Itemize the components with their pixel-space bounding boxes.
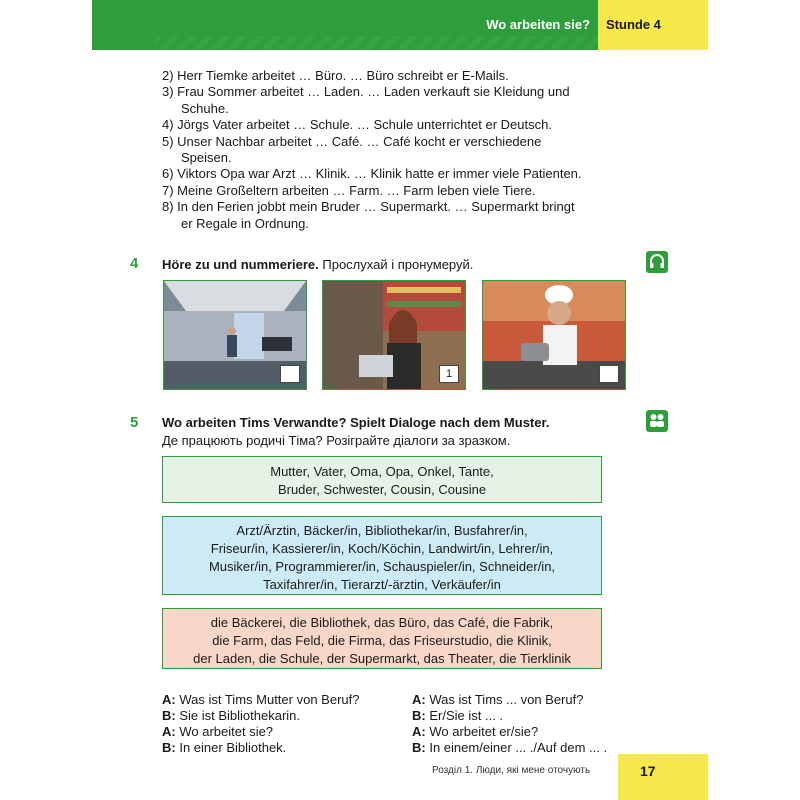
- lesson-badge: [598, 0, 708, 50]
- dialog-text: Was ist Tims ... von Beruf?: [429, 692, 584, 707]
- exercise-5-number: 5: [130, 414, 139, 431]
- dialog-text: Er/Sie ist ... .: [429, 708, 504, 723]
- exercise-3-list: [162, 68, 610, 232]
- dialog-line: [412, 724, 607, 740]
- dialog-line: [412, 692, 607, 708]
- dialog-text: In einem/einer ... ./Auf dem ... .: [429, 740, 608, 755]
- speaker-label: A:: [162, 692, 176, 707]
- exercise-3-item: er Regale in Ordnung.: [181, 215, 309, 231]
- speaker-label: A:: [162, 724, 176, 739]
- dialog-line: [412, 708, 607, 724]
- dialog-line: [412, 740, 607, 756]
- dialog-line: [162, 724, 359, 740]
- speaker-label: A:: [412, 724, 426, 739]
- word-box-line: Friseur/in, Kassierer/in, Koch/Köchin, Landwirt/in, Lehrer/in,: [210, 541, 554, 556]
- exercise-4-title-uk: Прослухай і пронумеруй.: [322, 257, 474, 272]
- exercise-3-item: 3) Frau Sommer arbeitet … Laden. … Laden verkauft sie Kleidung und: [162, 84, 570, 100]
- word-box-line: der Laden, die Schule, der Supermarkt, das Theater, die Tierklinik: [193, 651, 571, 666]
- exercise-5-title-de: Wo arbeiten Tims Verwandte? Spielt Dialoge nach dem Muster.: [162, 415, 550, 430]
- photo-cashier: [322, 280, 466, 390]
- dialog-text: Wo arbeitet er/sie?: [429, 724, 539, 739]
- exercise-3-item: 2) Herr Tiemke arbeitet … Büro. … Büro schreibt er E-Mails.: [162, 68, 509, 83]
- pair-work-icon[interactable]: [646, 410, 668, 432]
- exercise-3-item: 4) Jörgs Vater arbeitet … Schule. … Schule unterrichtet er Deutsch.: [162, 117, 552, 133]
- word-box-professions: [162, 516, 602, 595]
- page-number-badge: [618, 754, 708, 800]
- exercise-3-item: 5) Unser Nachbar arbeitet … Café. … Café kocht er verschiedene: [162, 133, 542, 149]
- dialog-text: Was ist Tims Mutter von Beruf?: [179, 692, 360, 707]
- word-box-line: Musiker/in, Programmierer/in, Schauspieler/in, Schneider/in,: [208, 559, 556, 574]
- dialog-line: [162, 740, 359, 756]
- dialog-template: [412, 692, 607, 756]
- exercise-4-number: 4: [130, 255, 139, 272]
- word-box-line: Mutter, Vater, Oma, Opa, Onkel, Tante,: [270, 464, 494, 479]
- header-title: Wo arbeiten sie?: [486, 17, 590, 32]
- word-box-line: die Farm, das Feld, die Firma, das Friseurstudio, die Klinik,: [212, 633, 552, 648]
- header-stripe: [155, 36, 598, 50]
- dialog-text: Sie ist Bibliothekarin.: [179, 708, 301, 723]
- dialog-line: [162, 692, 359, 708]
- word-box-relatives: [162, 456, 602, 503]
- exercise-5-subtitle: Де працюють родичі Тіма? Розігрaйте діалоги за зразком.: [162, 433, 511, 448]
- word-box-line: Arzt/Ärztin, Bäcker/in, Bibliothekar/in, Busfahrer/in,: [236, 523, 528, 538]
- exercise-3-item: 6) Viktors Opa war Arzt … Klinik. … Klinik hatte er immer viele Patienten.: [162, 166, 582, 182]
- word-box-workplaces: [162, 608, 602, 669]
- exercise-3-item: Schuhe.: [181, 100, 229, 116]
- headphones-icon[interactable]: [646, 251, 668, 273]
- lesson-label: Stunde 4: [606, 17, 661, 32]
- answer-box-3[interactable]: [599, 365, 619, 383]
- exercise-4-title: [162, 257, 473, 272]
- speaker-label: A:: [412, 692, 426, 707]
- dialog-text: Wo arbeitet sie?: [179, 724, 274, 739]
- exercise-5-title: [162, 415, 549, 430]
- answer-box-1[interactable]: [280, 365, 300, 383]
- exercise-3-item: Speisen.: [181, 150, 232, 166]
- speaker-label: B:: [412, 740, 426, 755]
- exercise-4-title-de: Höre zu und nummeriere.: [162, 257, 319, 272]
- photo-chef: [482, 280, 626, 390]
- speaker-label: B:: [162, 708, 176, 723]
- dialog-example: [162, 692, 359, 756]
- page-number: 17: [640, 763, 656, 779]
- exercise-3-item: 8) In den Ferien jobbt mein Bruder … Supermarkt. … Supermarkt bringt: [162, 199, 575, 215]
- word-box-line: Bruder, Schwester, Cousin, Cousine: [277, 482, 487, 497]
- word-box-line: Taxifahrer/in, Tierarzt/-ärztin, Verkäufer/in: [263, 577, 501, 592]
- answer-box-2[interactable]: 1: [439, 365, 459, 383]
- exercise-3-item: 7) Meine Großeltern arbeiten … Farm. … Farm leben viele Tiere.: [162, 182, 536, 198]
- footer-section-title: Розділ 1. Люди, які мене оточують: [432, 765, 591, 776]
- word-box-line: die Bäckerei, die Bibliothek, das Büro, das Café, die Fabrik,: [210, 615, 554, 630]
- dialog-text: In einer Bibliothek.: [179, 740, 287, 755]
- speaker-label: B:: [412, 708, 426, 723]
- speaker-label: B:: [162, 740, 176, 755]
- photo-office: [163, 280, 307, 390]
- dialog-line: [162, 708, 359, 724]
